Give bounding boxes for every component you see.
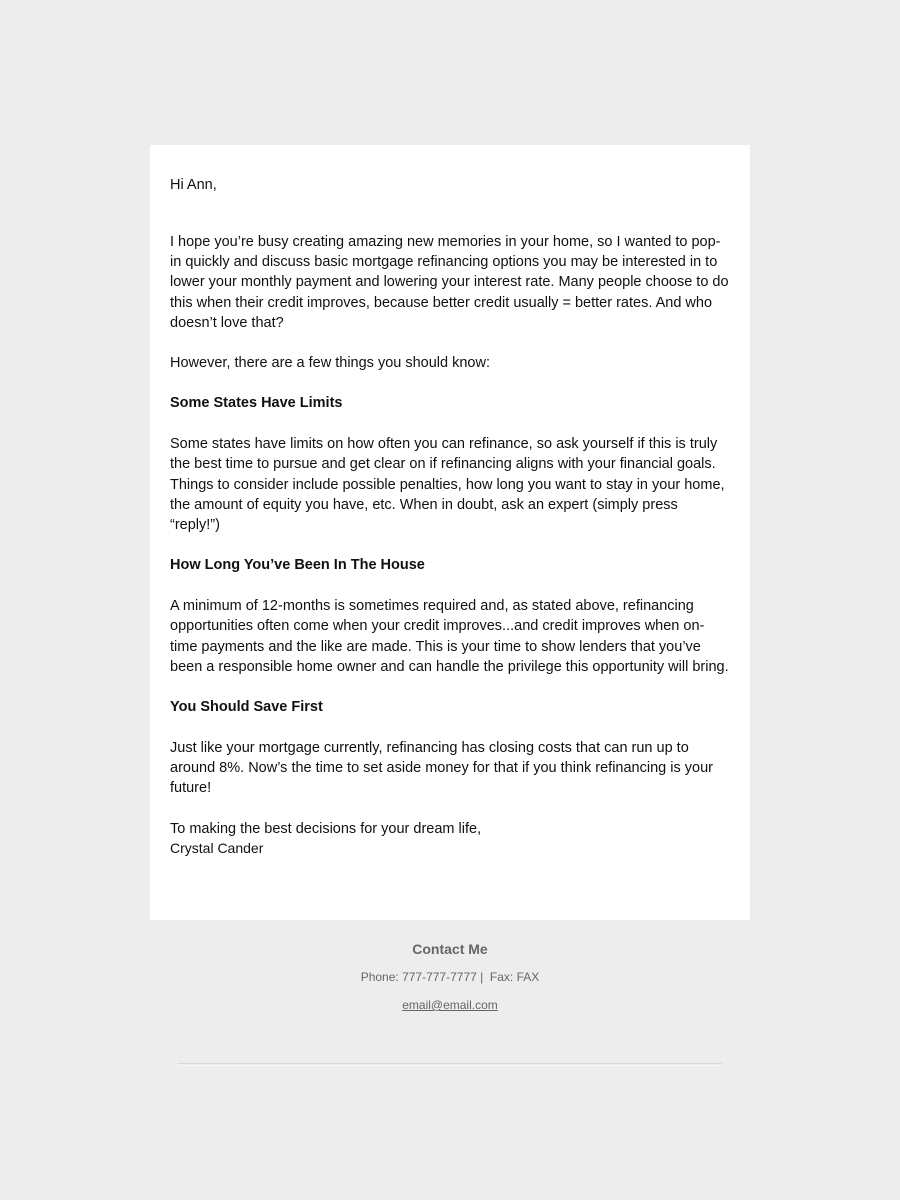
footer-phone-fax: Phone: 777-777-7777 | Fax: FAX [360,970,540,984]
footer-divider-highlight [178,1065,722,1066]
footer-divider [178,1063,722,1064]
section-body-time-in-house: A minimum of 12-months is sometimes required and, as stated above, refinancing opportunities often come when your credit improves...and credit improves when on-time payments and the like are made. This is your time to show lenders that you’ve been a responsible home owner and can handle the privilege this opportunity will bring. [170,598,729,675]
email-body-card [150,145,750,920]
section-body-state-limits: Some states have limits on how often you can refinance, so ask yourself if this is truly the best time to pursue and get clear on if refinancing aligns with your financial goals. Things to consider include possible penalties, how long you want to stay in your home, the amount of equity you have, etc. When in doubt, ask an expert (simply press “reply!”) [170,436,725,534]
footer-title: Contact Me [412,941,488,957]
section-heading-time-in-house: How Long You’ve Been In The House [170,557,425,574]
section-heading-save-first: You Should Save First [170,699,323,716]
closing-line: To making the best decisions for your dream life, [170,820,482,837]
section-body-save-first: Just like your mortgage currently, refinancing has closing costs that can run up to around 8%. Now’s the time to set aside money for that if you think refinancing is your future! [170,740,713,797]
contact-footer [123,938,777,1014]
footer-email-link[interactable]: email@email.com [402,998,498,1012]
signature-name: Crystal Cander [170,839,264,856]
intro-paragraph: I hope you’re busy creating amazing new memories in your home, so I wanted to pop-in quickly and discuss basic mortgage refinancing options you may be interested in to lower your monthly payment and lowering your interest rate. Many people choose to do this when their credit improves, because better credit usually = better rates. And who doesn’t love that? [170,234,729,331]
section-heading-state-limits: Some States Have Limits [170,395,343,412]
lead-in-paragraph: However, there are a few things you should know: [170,355,490,372]
greeting: Hi Ann, [170,177,217,193]
